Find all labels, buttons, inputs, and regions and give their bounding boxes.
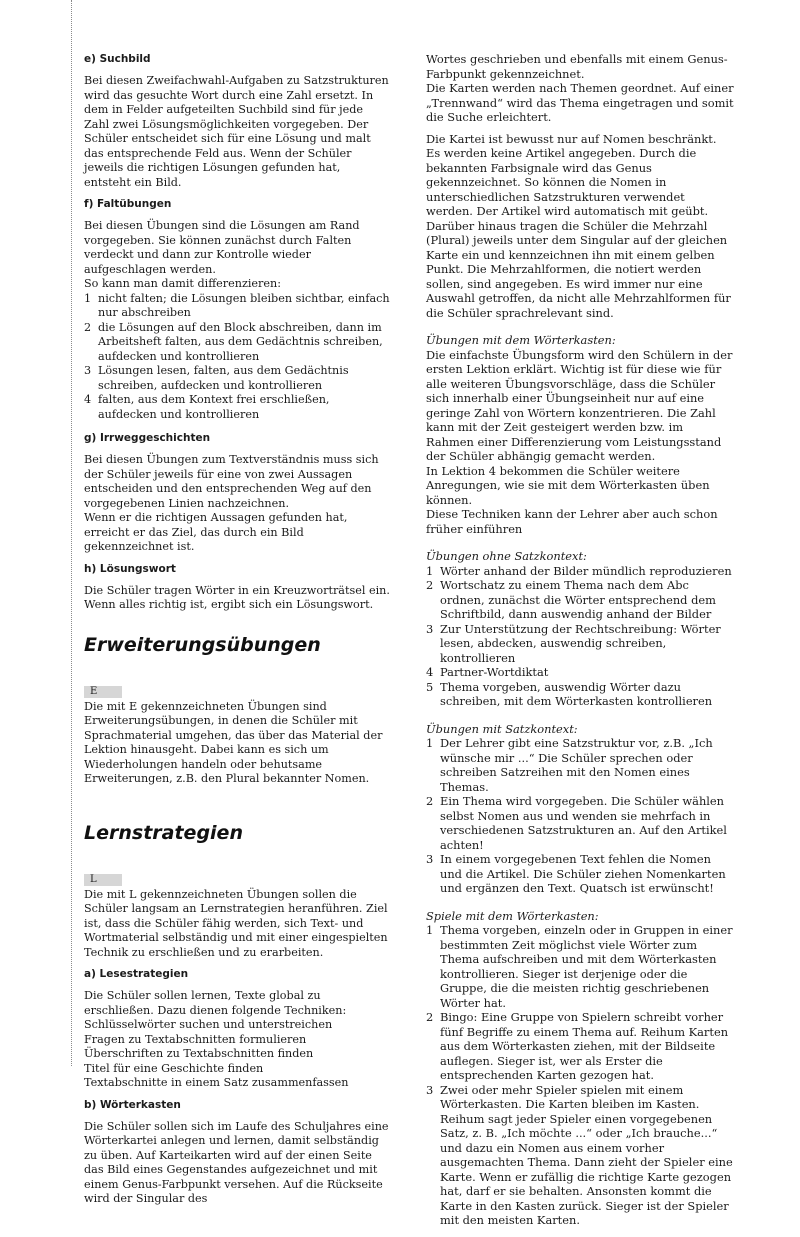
subheading-uebungen-woerterkasten: Übungen mit dem Wörterkasten: xyxy=(426,333,616,347)
list-item: Überschriften zu Textabschnitten finden xyxy=(84,1047,314,1060)
list-item: Titel für eine Geschichte finden xyxy=(84,1061,264,1075)
spiele-list xyxy=(426,923,734,1228)
mit-satzkontext-list xyxy=(426,736,734,896)
text-suchbild: Bei diesen Zweifachwahl-Aufgaben zu Satzstrukturen wird das gesuchte Wort durch eine Zahl ersetzt. In dem in Felder aufgeteilten Suchbild sind für jede Zahl zwei Lösungsmöglichkeiten vorgegeben. Der Schüler entscheidet sich für eine Lösung und malt das entsprechende Feld aus. Wenn der Schüler jeweils die richtigen Lösungen gefunden hat, entsteht ein Bild. xyxy=(84,74,389,189)
list-item: Schlüsselwörter suchen und unterstreichen xyxy=(84,1018,333,1031)
text-irrweggeschichten: Bei diesen Übungen zum Textverständnis muss sich der Schüler jeweils für eine von zwei Aussagen entscheiden und den entsprechenden Weg auf den vorgegebenen Linien nachzeichnen. Wenn er die richtigen Aussagen gefunden hat, erreicht er das Ziel, das durch ein Bild gekennzeichnet ist. xyxy=(84,453,379,553)
list-item: Fragen zu Textabschnitten formulieren xyxy=(84,1032,307,1046)
list-item: 2 Bingo: Eine Gruppe von Spielern schreibt vorher fünf Begriffe zu einem Thema auf. Reihum Karten aus dem Wörterkasten ziehen, mit der Bildseite auflegen. Sieger ist, wer als Erster die entsprechenden Karten gezogen hat. xyxy=(426,1010,729,1082)
list-item: 1 Thema vorgeben, einzeln oder in Gruppen in einer bestimmten Zeit möglichst viele Wörter zum Thema aufschreiben und mit dem Wörterkasten kontrollieren. Sieger ist derjenige oder die Gruppe, die die meisten richtig geschriebenen Wörter hat. xyxy=(426,923,733,1010)
l-badge: L xyxy=(84,874,122,886)
list-item: 4 falten, aus dem Kontext frei erschließen, aufdecken und kontrollieren xyxy=(84,393,330,421)
list-item: 3 In einem vorgegebenen Text fehlen die Nomen und die Artikel. Die Schüler ziehen Nomenkarten und ergänzen den Text. Quatsch ist erwünscht! xyxy=(426,852,726,895)
list-item: 5 Thema vorgeben, auswendig Wörter dazu schreiben, mit dem Wörterkasten kontrollieren xyxy=(426,679,713,708)
e-badge: E xyxy=(84,686,122,698)
heading-irrweggeschichten: g) Irrweggeschichten xyxy=(84,432,211,444)
list-item: Textabschnitte in einem Satz zusammenfassen xyxy=(84,1076,349,1089)
fold-guide-line xyxy=(71,0,72,1066)
text-woerterkasten-continued: Wortes geschrieben und ebenfalls mit einem Genus-Farbpunkt gekennzeichnet. Die Karten werden nach Themen geordnet. Auf einer „Trennwand“ wird das Thema eingetragen und somit die Suche erleichtert. xyxy=(426,52,734,124)
text-loesungswort: Die Schüler tragen Wörter in ein Kreuzworträtsel ein. Wenn alles richtig ist, ergibt sich ein Lösungswort. xyxy=(84,583,390,611)
lesestrategien-list xyxy=(84,1018,390,1091)
heading-loesungswort: h) Lösungswort xyxy=(84,562,176,575)
text-lernstrategien: L Die mit L gekennzeichneten Übungen sollen die Schüler langsam an Lernstrategien heranführen. Ziel ist, dass die Schüler fähig werden, sich Text- und Wortmaterial selbständig und mit einer eingespielten Technik zu erschließen und zu erarbeiten. xyxy=(84,874,388,959)
text-kartei: Die Kartei ist bewusst nur auf Nomen beschränkt. Es werden keine Artikel angegeben. Durch die bekannten Farbsignale wird das Genus gekennzeichnet. So können die Nomen in unterschiedlichen Satzstrukturen verwendet werden. Der Artikel wird automatisch mit geübt. Darüber hinaus tragen die Schüler die Mehrzahl (Plural) jeweils unter dem Singular auf der gleichen Karte ein und kennzeichnen ihn mit einem gelben Punkt. Die Mehrzahlformen, die notiert werden sollen, sind angegeben. Es wird immer nur eine Auswahl getroffen, da nicht alle Mehrzahlformen für die Schüler sprachrelevant sind. xyxy=(426,131,731,320)
section-title-erweiterungsuebungen: Erweiterungsübungen xyxy=(84,633,321,656)
list-item: 3 Zwei oder mehr Spieler spielen mit einem Wörterkasten. Die Karten bleiben im Kasten. Reihum sagt jeder Spieler einen vorgegebenen Satz, z. B. „Ich möchte ...“ oder „Ich brauche...“ und dazu ein Nomen aus einem vorher ausgemachten Thema. Dann zieht der Spieler eine Karte. Wenn er zufällig die richtige Karte gezogen hat, darf er sie behalten. Ansonsten kommt die Karte in den Kasten zurück. Sieger ist der Spieler mit den meisten Karten. xyxy=(426,1082,733,1227)
left-column xyxy=(84,52,390,1214)
list-item: 4 Partner-Wortdiktat xyxy=(426,665,549,679)
text-lesestrategien: Die Schüler sollen lernen, Texte global zu erschließen. Dazu dienen folgende Techniken: xyxy=(84,989,347,1017)
list-item: 1 Wörter anhand der Bilder mündlich reproduzieren xyxy=(426,563,732,578)
list-item: 2 Ein Thema wird vorgegeben. Die Schüler wählen selbst Nomen aus und wenden sie mehrfach in verschiedenen Satzstrukturen an. Auf den Artikel achten! xyxy=(426,794,727,852)
subheading-ohne-satzkontext: Übungen ohne Satzkontext: xyxy=(426,549,587,563)
list-item: 3 Lösungen lesen, falten, aus dem Gedächtnis schreiben, aufdecken und kontrollieren xyxy=(84,364,349,392)
list-item: 1 Der Lehrer gibt eine Satzstruktur vor, z.B. „Ich wünsche mir ...“ Die Schüler sprechen oder schreiben Satzreihen mit den Nomen eines Themas. xyxy=(426,736,713,794)
subheading-spiele: Spiele mit dem Wörterkasten: xyxy=(426,908,599,923)
heading-suchbild: e) Suchbild xyxy=(84,53,151,65)
text-faltuebungen: Bei diesen Übungen sind die Lösungen am Rand vorgegeben. Sie können zunächst durch Falten verdeckt und dann zur Kontrolle wieder aufgeschlagen werden. So kann man damit differenzieren: xyxy=(84,219,360,290)
right-column xyxy=(426,52,734,1237)
subheading-mit-satzkontext: Übungen mit Satzkontext: xyxy=(426,721,578,736)
heading-woerterkasten: b) Wörterkasten xyxy=(84,1098,181,1111)
list-item: 2 Wortschatz zu einem Thema nach dem Abc ordnen, zunächst die Wörter entsprechend dem Schriftbild, dann auswendig anhand der Bilder xyxy=(426,578,716,621)
heading-lesestrategien: a) Lesestrategien xyxy=(84,968,189,980)
list-item: 1 nicht falten; die Lösungen bleiben sichtbar, einfach nur abschreiben xyxy=(84,291,390,319)
list-item: 2 die Lösungen auf den Block abschreiben, dann im Arbeitsheft falten, aus dem Gedächtnis schreiben, aufdecken und kontrollieren xyxy=(84,320,383,363)
list-item: 3 Zur Unterstützung der Rechtschreibung: Wörter lesen, abdecken, auswendig schreiben, kontrollieren xyxy=(426,621,721,665)
ohne-satzkontext-list xyxy=(426,564,734,709)
text-uebungsform: Die einfachste Übungsform wird den Schülern in der ersten Lektion erklärt. Wichtig ist für diese wie für alle weiteren Übungsvorschläge, dass die Schüler sich innerhalb einer Übungseinheit nur auf eine geringe Zahl von Wörtern konzentrieren. Die Zahl kann mit der Zeit gesteigert werden bzw. im Rahmen einer Differenzierung vom Leistungsstand der Schüler abhängig gemacht werden. In Lektion 4 bekommen die Schüler weitere Anregungen, wie sie mit dem Wörterkasten üben können. Diese Techniken kann der Lehrer aber auch schon früher einführen xyxy=(426,347,733,536)
text-woerterkasten: Die Schüler sollen sich im Laufe des Schuljahres eine Wörterkartei anlegen und lernen, damit selbständig zu üben. Auf Karteikarten wird auf der einen Seite das Bild eines Gegenstandes aufgezeichnet und mit einem Genus-Farbpunkt versehen. Auf die Rückseite wird der Singular des xyxy=(84,1119,389,1205)
faltuebungen-list xyxy=(84,292,390,423)
section-title-lernstrategien: Lernstrategien xyxy=(84,821,243,844)
heading-faltuebungen: f) Faltübungen xyxy=(84,198,172,210)
text-erweiterungsuebungen: E Die mit E gekennzeichneten Übungen sind Erweiterungsübungen, in denen die Schüler mit Sprachmaterial umgehen, das über das Material der Lektion hinausgeht. Dabei kann es sich um Wiederholungen handeln oder behutsame Erweiterungen, z.B. den Plural bekannter Nomen. xyxy=(84,686,383,785)
